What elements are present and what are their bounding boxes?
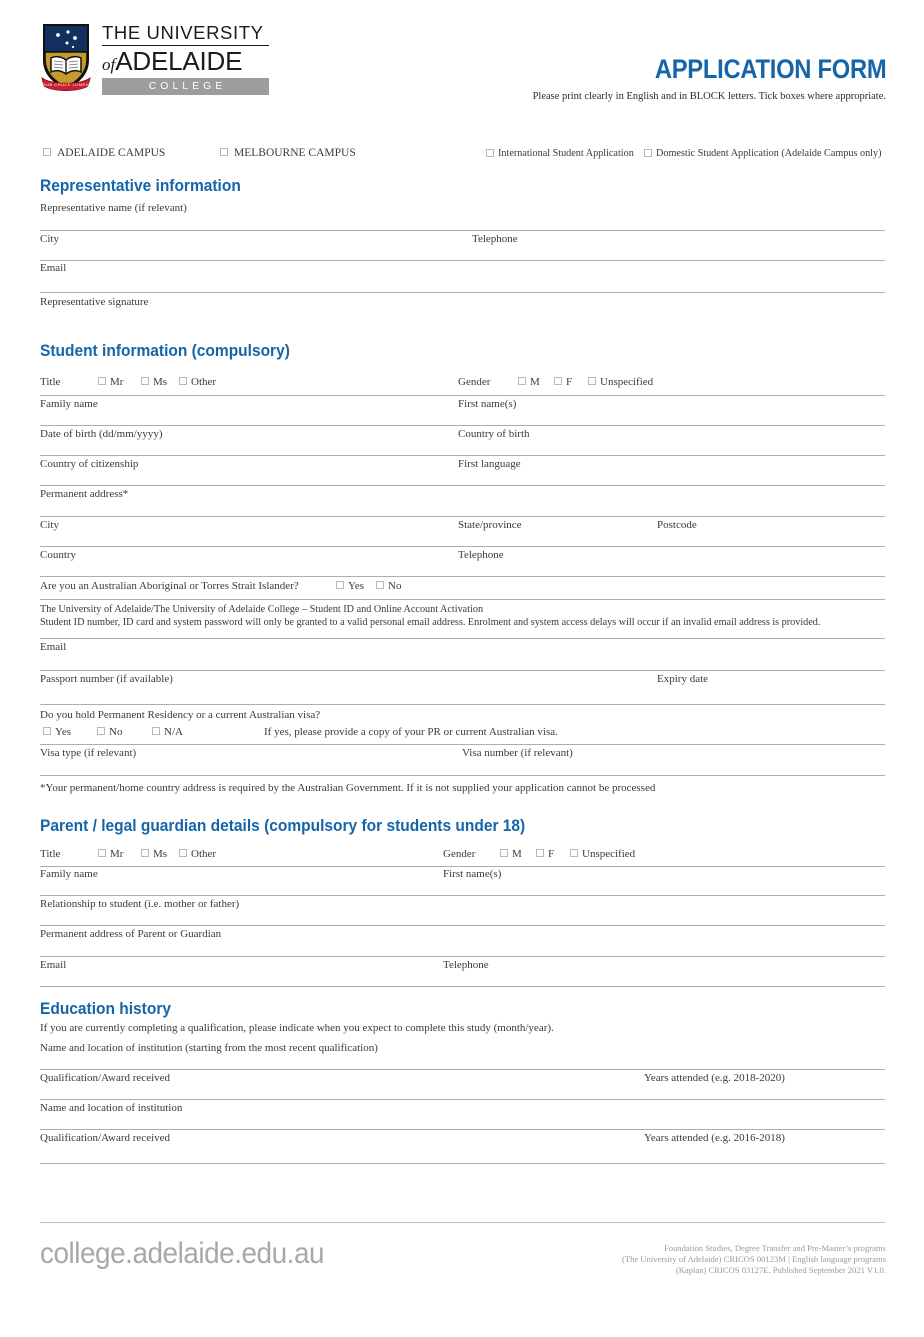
footer-legal-text	[622, 1243, 886, 1276]
wordmark-line-of-adelaide	[102, 45, 269, 76]
field-rule-visa-type-number[interactable]	[40, 775, 885, 776]
field-rule-student-title-gender[interactable]	[40, 395, 885, 396]
label-education-qualification-2: Qualification/Award received	[40, 1132, 171, 1144]
label-atsi-question: Are you an Australian Aboriginal or Torres Strait Islander?	[40, 580, 299, 592]
field-rule-student-country[interactable]	[40, 576, 450, 577]
field-rule-student-country-of-birth[interactable]	[450, 455, 885, 456]
checkbox-atsi-no[interactable]	[376, 581, 384, 589]
wordmark-line-the-university: THE UNIVERSITY	[102, 24, 269, 46]
label-guardian-relationship: Relationship to student (i.e. mother or father)	[40, 898, 240, 910]
checkbox-international-student[interactable]	[486, 149, 494, 157]
checkbox-visa-na[interactable]	[152, 727, 160, 735]
label-student-gender-f: F	[566, 376, 573, 388]
label-student-postcode: Postcode	[657, 519, 697, 531]
wordmark-adelaide: ADELAIDE	[115, 45, 243, 76]
label-melbourne-campus: MELBOURNE CAMPUS	[234, 147, 356, 159]
field-rule-guardian-title-gender[interactable]	[40, 866, 885, 867]
field-rule-education-qualification-1[interactable]	[40, 1099, 885, 1100]
field-rule-guardian-address[interactable]	[40, 956, 885, 957]
text-education-note: If you are currently completing a qualification, please indicate when you expect to complete this study (month/year).	[40, 1022, 554, 1034]
label-student-first-language: First language	[458, 458, 521, 470]
label-atsi-no: No	[388, 580, 402, 592]
field-rule-student-family-name[interactable]	[40, 425, 450, 426]
label-student-city: City	[40, 519, 59, 531]
label-guardian-title: Title	[40, 848, 61, 860]
field-rule-representative-city-phone[interactable]	[40, 260, 885, 261]
checkbox-domestic-student[interactable]	[644, 149, 652, 157]
field-rule-student-first-names[interactable]	[450, 425, 885, 426]
footer-legal-line-3: (Kaplan) CRICOS 03127E. Published September 2021 V1.0.	[675, 1265, 886, 1275]
checkbox-guardian-title-other[interactable]	[179, 849, 187, 857]
page-title: APPLICATION FORM	[654, 54, 886, 84]
label-guardian-title-mr: Mr	[110, 848, 124, 860]
label-student-title-other: Other	[191, 376, 217, 388]
label-guardian-gender-unspecified: Unspecified	[582, 848, 636, 860]
field-rule-representative-email[interactable]	[40, 292, 885, 293]
checkbox-adelaide-campus[interactable]	[43, 148, 51, 156]
label-education-institution-2: Name and location of institution	[40, 1102, 183, 1114]
field-rule-atsi	[40, 599, 885, 600]
field-rule-student-id-note	[40, 638, 885, 639]
field-rule-student-permanent-address[interactable]	[40, 516, 885, 517]
footer-divider	[40, 1222, 885, 1223]
field-rule-education-institution-2[interactable]	[40, 1129, 885, 1130]
heading-guardian-details: Parent / legal guardian details (compulsory for students under 18)	[40, 817, 526, 835]
label-guardian-family-name: Family name	[40, 868, 98, 880]
label-representative-email: Email	[40, 262, 67, 274]
checkbox-visa-yes[interactable]	[43, 727, 51, 735]
heading-student-information: Student information (compulsory)	[40, 342, 290, 360]
label-student-dob: Date of birth (dd/mm/yyyy)	[40, 428, 163, 440]
field-rule-student-telephone[interactable]	[450, 576, 885, 577]
field-rule-guardian-names[interactable]	[40, 895, 885, 896]
field-rule-student-email[interactable]	[40, 670, 885, 671]
label-guardian-email: Email	[40, 959, 67, 971]
form-title-block	[533, 56, 886, 102]
label-adelaide-campus: ADELAIDE CAMPUS	[57, 147, 166, 159]
label-education-qualification-1: Qualification/Award received	[40, 1072, 171, 1084]
field-rule-education-qualification-2[interactable]	[40, 1163, 885, 1164]
label-domestic-student: Domestic Student Application (Adelaide Campus only)	[656, 148, 882, 159]
checkbox-student-title-other[interactable]	[179, 377, 187, 385]
label-representative-telephone: Telephone	[472, 233, 518, 245]
heading-education-history: Education history	[40, 1000, 171, 1018]
label-student-first-names: First name(s)	[458, 398, 517, 410]
field-rule-representative-name[interactable]	[40, 230, 885, 231]
wordmark-college-bar: COLLEGE	[102, 78, 269, 95]
label-student-title: Title	[40, 376, 61, 388]
label-student-family-name: Family name	[40, 398, 98, 410]
checkbox-student-gender-f[interactable]	[554, 377, 562, 385]
label-guardian-gender-m: M	[512, 848, 522, 860]
checkbox-student-title-mr[interactable]	[98, 377, 106, 385]
label-guardian-gender-f: F	[548, 848, 555, 860]
field-rule-student-first-language[interactable]	[450, 485, 885, 486]
field-rule-student-passport[interactable]	[40, 704, 885, 705]
field-rule-student-city[interactable]	[40, 546, 450, 547]
field-rule-visa-options	[40, 744, 885, 745]
label-guardian-title-ms: Ms	[153, 848, 168, 860]
label-guardian-gender: Gender	[443, 848, 476, 860]
label-education-years-2: Years attended (e.g. 2016-2018)	[644, 1132, 785, 1144]
checkbox-student-gender-m[interactable]	[518, 377, 526, 385]
checkbox-student-title-ms[interactable]	[141, 377, 149, 385]
text-student-id-line2: Student ID number, ID card and system password will only be granted to a valid personal email address. Enrolment and system access delays will occur if an invalid email address is provided.	[40, 617, 821, 628]
label-visa-question: Do you hold Permanent Residency or a current Australian visa?	[40, 709, 321, 721]
label-student-passport-expiry: Expiry date	[657, 673, 709, 685]
label-education-institution-1: Name and location of institution (starting from the most recent qualification)	[40, 1042, 378, 1054]
label-student-state: State/province	[458, 519, 522, 531]
checkbox-guardian-gender-f[interactable]	[536, 849, 544, 857]
field-rule-student-state-postcode[interactable]	[450, 546, 885, 547]
form-instructions: Please print clearly in English and in BLOCK letters. Tick boxes where appropriate.	[532, 91, 886, 102]
checkbox-guardian-gender-unspecified[interactable]	[570, 849, 578, 857]
footer-website-url[interactable]: college.adelaide.edu.au	[40, 1237, 325, 1270]
label-international-student: International Student Application	[498, 148, 634, 159]
label-student-permanent-address: Permanent address*	[40, 488, 129, 500]
label-visa-type: Visa type (if relevant)	[40, 747, 137, 759]
wordmark-of: of	[102, 54, 116, 74]
checkbox-student-gender-unspecified[interactable]	[588, 377, 596, 385]
label-student-gender: Gender	[458, 376, 491, 388]
label-student-gender-unspecified: Unspecified	[600, 376, 654, 388]
text-student-id-line1: The University of Adelaide/The University of Adelaide College – Student ID and Online Account Activation	[40, 604, 484, 615]
label-education-years-1: Years attended (e.g. 2018-2020)	[644, 1072, 785, 1084]
checkbox-melbourne-campus[interactable]	[220, 148, 228, 156]
label-student-passport: Passport number (if available)	[40, 673, 173, 685]
checkbox-guardian-title-mr[interactable]	[98, 849, 106, 857]
label-student-citizenship: Country of citizenship	[40, 458, 139, 470]
university-crest-icon	[40, 22, 92, 92]
label-student-country-of-birth: Country of birth	[458, 428, 530, 440]
checkbox-atsi-yes[interactable]	[336, 581, 344, 589]
label-guardian-telephone: Telephone	[443, 959, 489, 971]
field-rule-guardian-email-telephone[interactable]	[40, 986, 885, 987]
footer-legal-line-1: Foundation Studies, Degree Transfer and Pre-Master’s programs	[663, 1243, 886, 1253]
university-logo	[40, 22, 290, 94]
label-student-country: Country	[40, 549, 77, 561]
label-student-title-ms: Ms	[153, 376, 168, 388]
label-guardian-title-other: Other	[191, 848, 217, 860]
label-guardian-first-names: First name(s)	[443, 868, 502, 880]
label-student-gender-m: M	[530, 376, 540, 388]
footer-legal-line-2: (The University of Adelaide) CRICOS 00123M | English language programs	[621, 1254, 886, 1264]
label-student-email: Email	[40, 641, 67, 653]
university-wordmark	[102, 24, 292, 95]
label-representative-city: City	[40, 233, 59, 245]
label-atsi-yes: Yes	[348, 580, 365, 592]
svg-text:SUB CRUCE LUMEN: SUB CRUCE LUMEN	[42, 82, 90, 87]
checkbox-guardian-gender-m[interactable]	[500, 849, 508, 857]
text-visa-note: If yes, please provide a copy of your PR or current Australian visa.	[264, 726, 558, 738]
label-student-title-mr: Mr	[110, 376, 124, 388]
label-representative-signature: Representative signature	[40, 296, 149, 308]
text-address-footnote: *Your permanent/home country address is required by the Australian Government. If it is not supplied your application cannot be processed	[40, 782, 656, 794]
field-rule-student-citizenship[interactable]	[40, 485, 450, 486]
label-visa-na: N/A	[164, 726, 183, 738]
label-student-telephone: Telephone	[458, 549, 504, 561]
field-rule-student-dob[interactable]	[40, 455, 450, 456]
page-header	[0, 0, 924, 120]
field-rule-education-institution-1[interactable]	[40, 1069, 885, 1070]
label-visa-no: No	[109, 726, 123, 738]
label-representative-name: Representative name (if relevant)	[40, 202, 187, 214]
heading-representative-information: Representative information	[40, 177, 241, 195]
label-guardian-address: Permanent address of Parent or Guardian	[40, 928, 222, 940]
field-rule-guardian-relationship[interactable]	[40, 925, 885, 926]
checkbox-visa-no[interactable]	[97, 727, 105, 735]
label-visa-number: Visa number (if relevant)	[462, 747, 573, 759]
label-visa-yes: Yes	[55, 726, 72, 738]
checkbox-guardian-title-ms[interactable]	[141, 849, 149, 857]
